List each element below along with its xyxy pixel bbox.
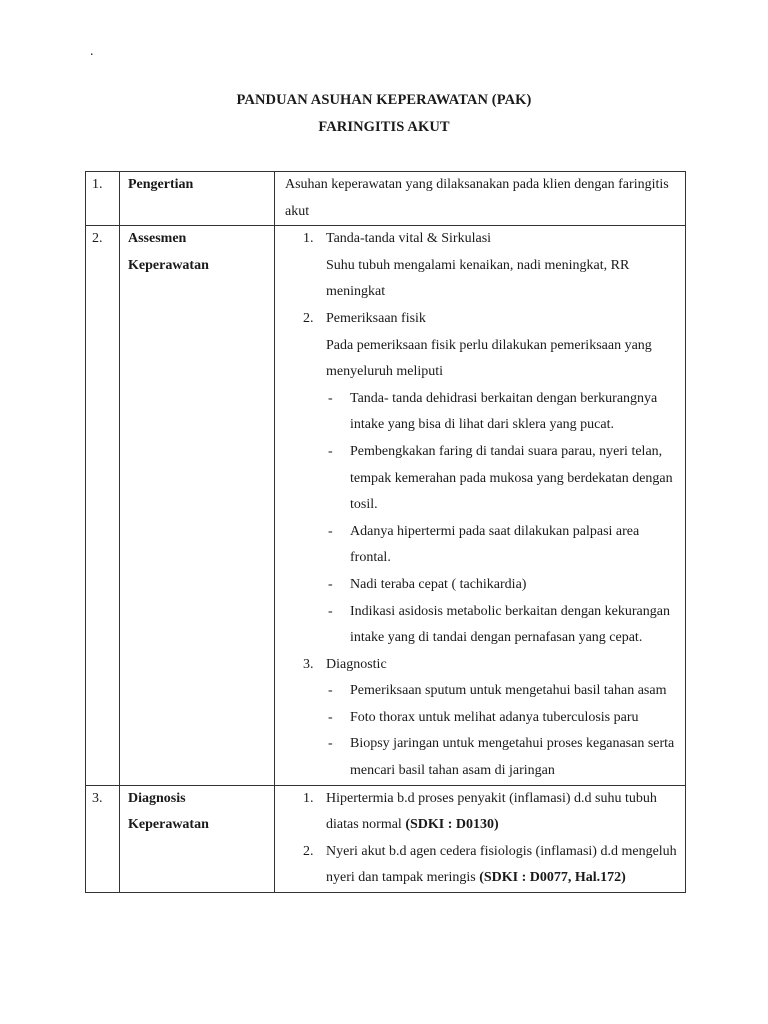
document-title: PANDUAN ASUHAN KEPERAWATAN (PAK) <box>236 92 532 108</box>
page-dot: . <box>90 44 94 59</box>
row-number: 3. <box>86 785 120 892</box>
list-item-desc: Suhu tubuh mengalami kenaikan, nadi meningkat, RR meningkat <box>326 257 630 300</box>
list-item-desc: Pada pemeriksaan fisik perlu dilakukan pemeriksaan yang menyeluruh meliputi <box>326 337 652 380</box>
list-item <box>285 839 679 892</box>
row-label: Pengertian <box>120 172 275 226</box>
dash-bullet: - <box>328 736 333 752</box>
dash-bullet: - <box>328 390 333 406</box>
diagnosis-text: Nyeri akut b.d agen cedera fisiologis (inflamasi) d.d mengeluh nyeri dan tampak meringis <box>326 843 677 886</box>
bullet-text: Biopsy jaringan untuk mengetahui proses keganasan serta mencari basil tahan asam di jaringan <box>350 736 675 779</box>
row-content: Asuhan keperawatan yang dilaksanakan pada klien dengan faringitis akut <box>275 172 686 226</box>
bullet-text: Adanya hipertermi pada saat dilakukan palpasi area frontal. <box>350 523 640 566</box>
bullet-item <box>285 731 679 784</box>
document-subtitle: FARINGITIS AKUT <box>318 119 450 135</box>
list-item <box>285 306 679 386</box>
list-item <box>285 226 679 306</box>
row-number: 1. <box>86 172 120 226</box>
bullet-text: Tanda- tanda dehidrasi berkaitan dengan berkurangnya intake yang bisa di lihat dari sklera yang pucat. <box>350 390 658 433</box>
bullet-text: Foto thorax untuk melihat adanya tuberculosis paru <box>350 709 639 725</box>
row-content <box>275 226 686 785</box>
row-label-line2: Keperawatan <box>128 817 209 833</box>
list-item <box>285 786 679 839</box>
bullet-text: Indikasi asidosis metabolic berkaitan dengan kekurangan intake yang di tandai dengan pernafasan yang cepat. <box>350 603 670 646</box>
dash-bullet: - <box>328 443 333 459</box>
list-item-title: Diagnostic <box>326 656 387 672</box>
row-label <box>120 785 275 892</box>
list-number: 2. <box>303 843 314 859</box>
row-label <box>120 226 275 785</box>
diagnosis-code: (SDKI : D0077, Hal.172) <box>479 870 626 886</box>
table-row-assesmen <box>86 226 686 785</box>
list-item-title: Tanda-tanda vital & Sirkulasi <box>326 231 492 247</box>
row-label-line1: Diagnosis <box>128 790 186 806</box>
bullet-text: Pembengkakan faring di tandai suara parau, nyeri telan, tempak kemerahan pada mukosa yang berdekatan dengan tosil. <box>350 443 673 513</box>
list-number: 1. <box>303 231 314 247</box>
bullet-item <box>285 386 679 439</box>
list-number: 1. <box>303 790 314 806</box>
list-item-title: Pemeriksaan fisik <box>326 310 426 326</box>
bullet-item <box>285 439 679 519</box>
dash-bullet: - <box>328 603 333 619</box>
row-content <box>275 785 686 892</box>
bullet-item <box>285 572 679 599</box>
pak-table <box>85 171 686 893</box>
list-number: 2. <box>303 310 314 326</box>
bullet-item <box>285 519 679 572</box>
diagnosis-code: (SDKI : D0130) <box>405 817 499 833</box>
list-item <box>285 652 679 679</box>
table-row-diagnosis <box>86 785 686 892</box>
bullet-item <box>285 678 679 705</box>
row-label-line1: Assesmen <box>128 231 187 247</box>
list-number: 3. <box>303 656 314 672</box>
row-number: 2. <box>86 226 120 785</box>
dash-bullet: - <box>328 683 333 699</box>
bullet-text: Nadi teraba cepat ( tachikardia) <box>350 576 527 592</box>
bullet-text: Pemeriksaan sputum untuk mengetahui basil tahan asam <box>350 683 667 699</box>
dash-bullet: - <box>328 523 333 539</box>
bullet-item <box>285 599 679 652</box>
row-label-line2: Keperawatan <box>128 257 209 273</box>
table-row-pengertian <box>86 172 686 226</box>
dash-bullet: - <box>328 709 333 725</box>
diagnosis-text: Hipertermia b.d proses penyakit (inflamasi) d.d suhu tubuh diatas normal <box>326 790 657 833</box>
bullet-item <box>285 705 679 732</box>
dash-bullet: - <box>328 576 333 592</box>
